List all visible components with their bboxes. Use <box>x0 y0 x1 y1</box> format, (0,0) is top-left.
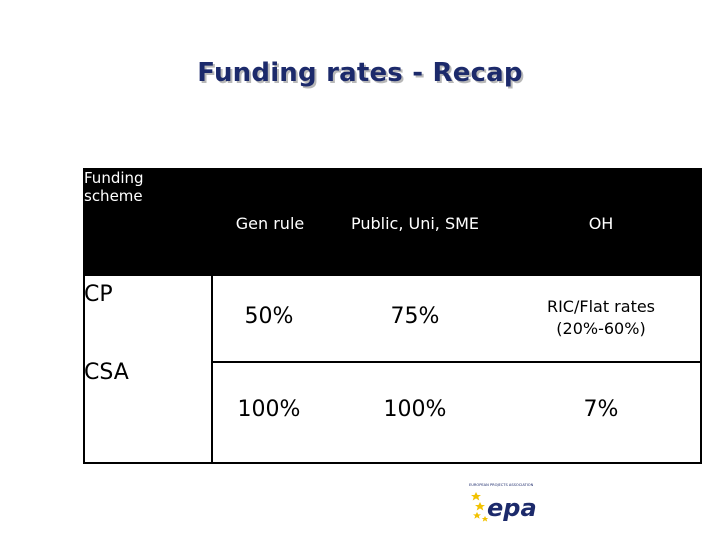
row-label-csa: CSA <box>84 360 129 385</box>
row-label-cp: CP <box>84 282 113 307</box>
cp-public-uni-sme: 75% <box>390 304 440 329</box>
epa-logo-graphic <box>468 480 540 526</box>
page-title: Funding rates - Recap <box>197 58 523 88</box>
header-public-uni-sme: Public, Uni, SME <box>350 214 480 233</box>
logo-caption: EUROPEAN PROJECTS ASSOCIATION <box>469 483 534 487</box>
header-gen-rule: Gen rule <box>235 214 305 233</box>
cp-gen-rule: 50% <box>244 304 294 329</box>
csa-public-uni-sme: 100% <box>383 397 447 422</box>
logo-wordmark: epa <box>487 494 537 522</box>
csa-gen-rule: 100% <box>237 397 301 422</box>
cp-oh <box>510 296 692 340</box>
row-divider <box>211 361 702 363</box>
header-oh: OH <box>588 214 614 233</box>
epa-logo <box>468 480 540 526</box>
cp-oh-text: RIC/Flat rates (20%-60%) <box>546 297 656 338</box>
csa-oh: 7% <box>583 397 619 422</box>
funding-scheme-text: Funding scheme <box>84 169 144 205</box>
funding-scheme-label <box>84 169 154 205</box>
